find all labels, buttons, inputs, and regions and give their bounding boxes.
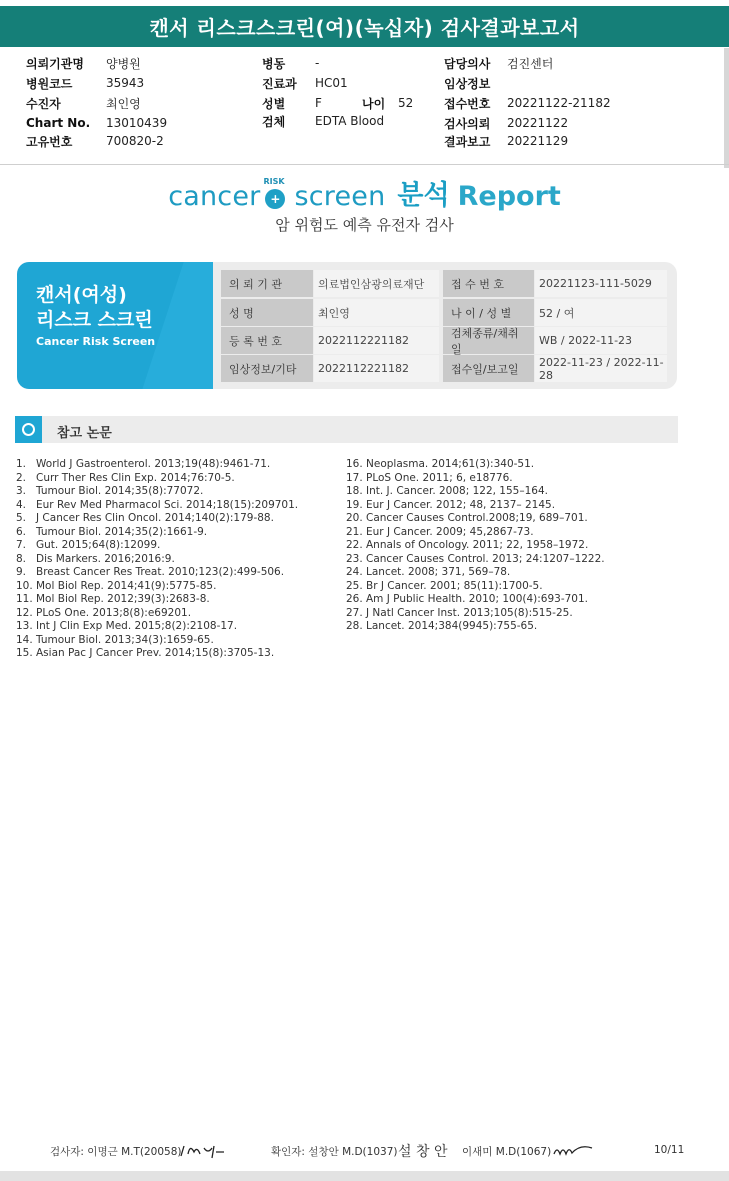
header-value: 최인영 — [106, 96, 141, 111]
grid-value: 2022112221182 — [314, 327, 439, 354]
reference-item — [16, 647, 298, 661]
references-list-left — [16, 458, 298, 661]
reference-number: 25. — [346, 579, 363, 592]
references-title: 참고 논문 — [57, 426, 112, 441]
reference-item — [16, 607, 298, 621]
reference-text: Int J Clin Exp Med. 2015;8(2):2108-17. — [36, 620, 238, 632]
reference-text: Mol Biol Rep. 2012;39(3):2683-8. — [36, 593, 210, 605]
reference-item — [16, 539, 298, 553]
reference-item — [346, 485, 605, 499]
header-value: 20221122-21182 — [507, 96, 611, 110]
card-title-panel — [17, 262, 213, 389]
reference-item — [16, 512, 298, 526]
reference-text: Eur J Cancer. 2012; 48, 2137– 2145. — [366, 498, 556, 511]
reference-text: World J Gastroenterol. 2013;19(48):9461-71. — [36, 458, 271, 470]
report-title: 캔서 리스크스크린(여)(녹십자) 검사결과보고서 — [149, 16, 580, 40]
reference-number: 17. — [346, 471, 363, 484]
reference-number: 1. — [16, 458, 27, 470]
card-title-en: Cancer Risk Screen — [36, 335, 156, 348]
header-value: F — [315, 96, 322, 110]
signature-footer — [0, 1140, 729, 1164]
reference-text: Am J Public Health. 2010; 100(4):693-701. — [366, 593, 589, 605]
header-label: 수진자 — [26, 96, 61, 111]
reference-text: Dis Markers. 2016;2016:9. — [36, 552, 175, 565]
header-label: 병동 — [262, 56, 286, 71]
reference-item — [346, 593, 605, 607]
header-label: 진료과 — [262, 76, 297, 91]
reference-text: Annals of Oncology. 2011; 22, 1958–1972. — [366, 539, 589, 551]
reference-number: 23. — [346, 552, 363, 565]
header-value: EDTA Blood — [315, 114, 385, 128]
grid-value: WB / 2022-11-23 — [535, 327, 667, 354]
logo-word-analysis: 분석 — [397, 180, 450, 211]
reference-number: 24. — [346, 566, 363, 578]
reference-item — [16, 593, 298, 607]
grid-value: 2022-11-23 / 2022-11-28 — [535, 355, 667, 382]
reference-item — [346, 620, 605, 634]
grid-label: 검체종류/채취일 — [443, 327, 534, 354]
grid-label: 등 록 번 호 — [221, 327, 313, 354]
reference-number: 19. — [346, 498, 363, 511]
reference-number: 28. — [346, 620, 363, 632]
reference-item — [346, 539, 605, 553]
header-label: 성별 — [262, 96, 286, 111]
reference-number: 6. — [16, 525, 27, 538]
reference-number: 4. — [16, 498, 27, 511]
grid-label: 의 뢰 기 관 — [221, 270, 313, 297]
header-value: 양병원 — [106, 56, 141, 71]
grid-label: 접수일/보고일 — [443, 355, 534, 382]
doctor2-signature-icon — [552, 1140, 594, 1162]
reference-text: J Cancer Res Clin Oncol. 2014;140(2):179-88. — [36, 512, 274, 524]
header-value: 20221122 — [507, 116, 569, 130]
reference-item — [16, 458, 298, 472]
page-number: 10/11 — [654, 1144, 685, 1156]
grid-value: 최인영 — [314, 299, 439, 326]
header-label: 담당의사 — [444, 56, 491, 71]
brain-icon — [15, 416, 42, 443]
reference-text: Cancer Causes Control.2008;19, 689–701. — [366, 512, 588, 524]
reference-item — [346, 526, 605, 540]
header-label: 결과보고 — [444, 134, 491, 149]
header-value: 검진센터 — [507, 56, 554, 71]
reference-item — [16, 553, 298, 567]
age-label: 나이 — [362, 96, 386, 111]
header-value: 35943 — [106, 76, 145, 90]
grid-label: 성 명 — [221, 299, 313, 326]
references-section-header — [15, 416, 678, 443]
reference-item — [16, 580, 298, 594]
reference-item — [346, 607, 605, 621]
examiner-signature-icon — [178, 1140, 226, 1162]
logo-word-cancer: cancer — [168, 181, 261, 212]
reference-text: PLoS One. 2013;8(8):e69201. — [36, 606, 192, 619]
reference-item — [16, 499, 298, 513]
reference-item — [16, 566, 298, 580]
reference-text: J Natl Cancer Inst. 2013;105(8):515-25. — [366, 606, 573, 619]
header-divider — [0, 164, 729, 165]
reference-text: Cancer Causes Control. 2013; 24:1207–1222. — [366, 552, 605, 565]
header-label: Chart No. — [26, 116, 91, 130]
reference-item — [16, 472, 298, 486]
card-title-line2: 리스크 스크린 — [36, 309, 153, 331]
reference-number: 20. — [346, 512, 363, 524]
reference-item — [16, 526, 298, 540]
reference-number: 27. — [346, 606, 363, 619]
reference-text: Int. J. Cancer. 2008; 122, 155–164. — [366, 485, 548, 497]
reference-number: 8. — [16, 552, 27, 565]
reference-text: Tumour Biol. 2013;34(3):1659-65. — [36, 633, 214, 646]
reference-number: 13. — [16, 620, 33, 632]
header-value: 700820-2 — [106, 134, 164, 148]
reference-item — [16, 634, 298, 648]
grid-value: 2022112221182 — [314, 355, 439, 382]
reference-text: Asian Pac J Cancer Prev. 2014;15(8):3705-13. — [36, 647, 275, 659]
grid-value: 20221123-111-5029 — [535, 270, 667, 297]
reference-text: Eur Rev Med Pharmacol Sci. 2014;18(15):209701. — [36, 498, 299, 511]
reference-number: 16. — [346, 458, 363, 470]
header-value: 20221129 — [507, 134, 569, 148]
reference-number: 10. — [16, 579, 33, 592]
header-label: 의뢰기관명 — [26, 56, 84, 71]
card-title-line1: 캔서(여성) — [36, 284, 127, 306]
reference-number: 9. — [16, 566, 27, 578]
examiner: 검사자: 이명근 M.T(20058) — [50, 1146, 182, 1158]
header-label: 검사의뢰 — [444, 116, 491, 131]
reference-number: 5. — [16, 512, 27, 524]
reference-text: Eur J Cancer. 2009; 45,2867-73. — [366, 525, 534, 538]
header-value: HC01 — [315, 76, 348, 90]
reference-number: 11. — [16, 593, 33, 605]
patient-header — [0, 54, 729, 164]
reference-number: 15. — [16, 647, 33, 659]
reference-number: 3. — [16, 485, 27, 497]
header-label: 검체 — [262, 114, 286, 129]
grid-label: 접 수 번 호 — [443, 270, 534, 297]
reference-number: 12. — [16, 606, 33, 619]
reference-text: Tumour Biol. 2014;35(8):77072. — [36, 485, 204, 497]
reference-text: Lancet. 2008; 371, 569–78. — [366, 566, 511, 578]
header-label: 병원코드 — [26, 76, 73, 91]
reference-text: Br J Cancer. 2001; 85(11):1700-5. — [366, 579, 543, 592]
reference-text: Mol Biol Rep. 2014;41(9):5775-85. — [36, 579, 217, 592]
report-title-bar — [0, 6, 729, 47]
header-label: 고유번호 — [26, 134, 73, 149]
reference-item — [346, 566, 605, 580]
grid-label: 나 이 / 성 별 — [443, 299, 534, 326]
reference-number: 21. — [346, 525, 363, 538]
doctor2: 이새미 M.D(1067) — [462, 1146, 552, 1158]
logo-word-report: Report — [457, 181, 561, 212]
reference-number: 2. — [16, 471, 27, 484]
reference-item — [346, 580, 605, 594]
reference-number: 26. — [346, 593, 363, 605]
reference-number: 22. — [346, 539, 363, 551]
reference-item — [346, 472, 605, 486]
logo-word-screen: screen — [294, 181, 386, 212]
reference-item — [346, 458, 605, 472]
reference-text: Neoplasma. 2014;61(3):340-51. — [366, 458, 535, 470]
reference-text: Tumour Biol. 2014;35(2):1661-9. — [36, 525, 208, 538]
reference-number: 18. — [346, 485, 363, 497]
report-subtitle: 암 위험도 예측 유전자 검사 — [275, 216, 454, 234]
reference-text: Lancet. 2014;384(9945):755-65. — [366, 620, 538, 632]
reference-item — [346, 499, 605, 513]
reference-text: Gut. 2015;64(8):12099. — [36, 539, 161, 551]
confirmer-signature: 설 창 안 — [398, 1144, 448, 1160]
reference-text: Breast Cancer Res Treat. 2010;123(2):499-506. — [36, 566, 285, 578]
reference-item — [346, 512, 605, 526]
grid-label: 임상정보/기타 — [221, 355, 313, 382]
reference-text: Curr Ther Res Clin Exp. 2014;76:70-5. — [36, 471, 235, 484]
reference-item — [16, 485, 298, 499]
confirmer: 확인자: 설창안 M.D(1037) — [271, 1146, 398, 1158]
page-bottom-bar — [0, 1171, 729, 1181]
reference-item — [346, 553, 605, 567]
grid-value: 52 / 여 — [535, 299, 667, 326]
age-value: 52 — [398, 96, 414, 110]
header-label: 접수번호 — [444, 96, 491, 111]
reference-item — [16, 620, 298, 634]
logo-risk-text: RISK — [263, 177, 285, 186]
reference-number: 7. — [16, 539, 27, 551]
header-value: - — [315, 56, 320, 70]
header-label: 임상정보 — [444, 76, 491, 91]
cancer-risk-screen-logo — [0, 172, 729, 212]
reference-number: 14. — [16, 633, 33, 646]
grid-value: 의료법인삼광의료재단 — [314, 270, 439, 297]
risk-badge-icon: RISK + — [264, 183, 290, 209]
header-value: 13010439 — [106, 116, 168, 130]
reference-text: PLoS One. 2011; 6, e18776. — [366, 471, 513, 484]
references-list-right — [346, 458, 605, 634]
